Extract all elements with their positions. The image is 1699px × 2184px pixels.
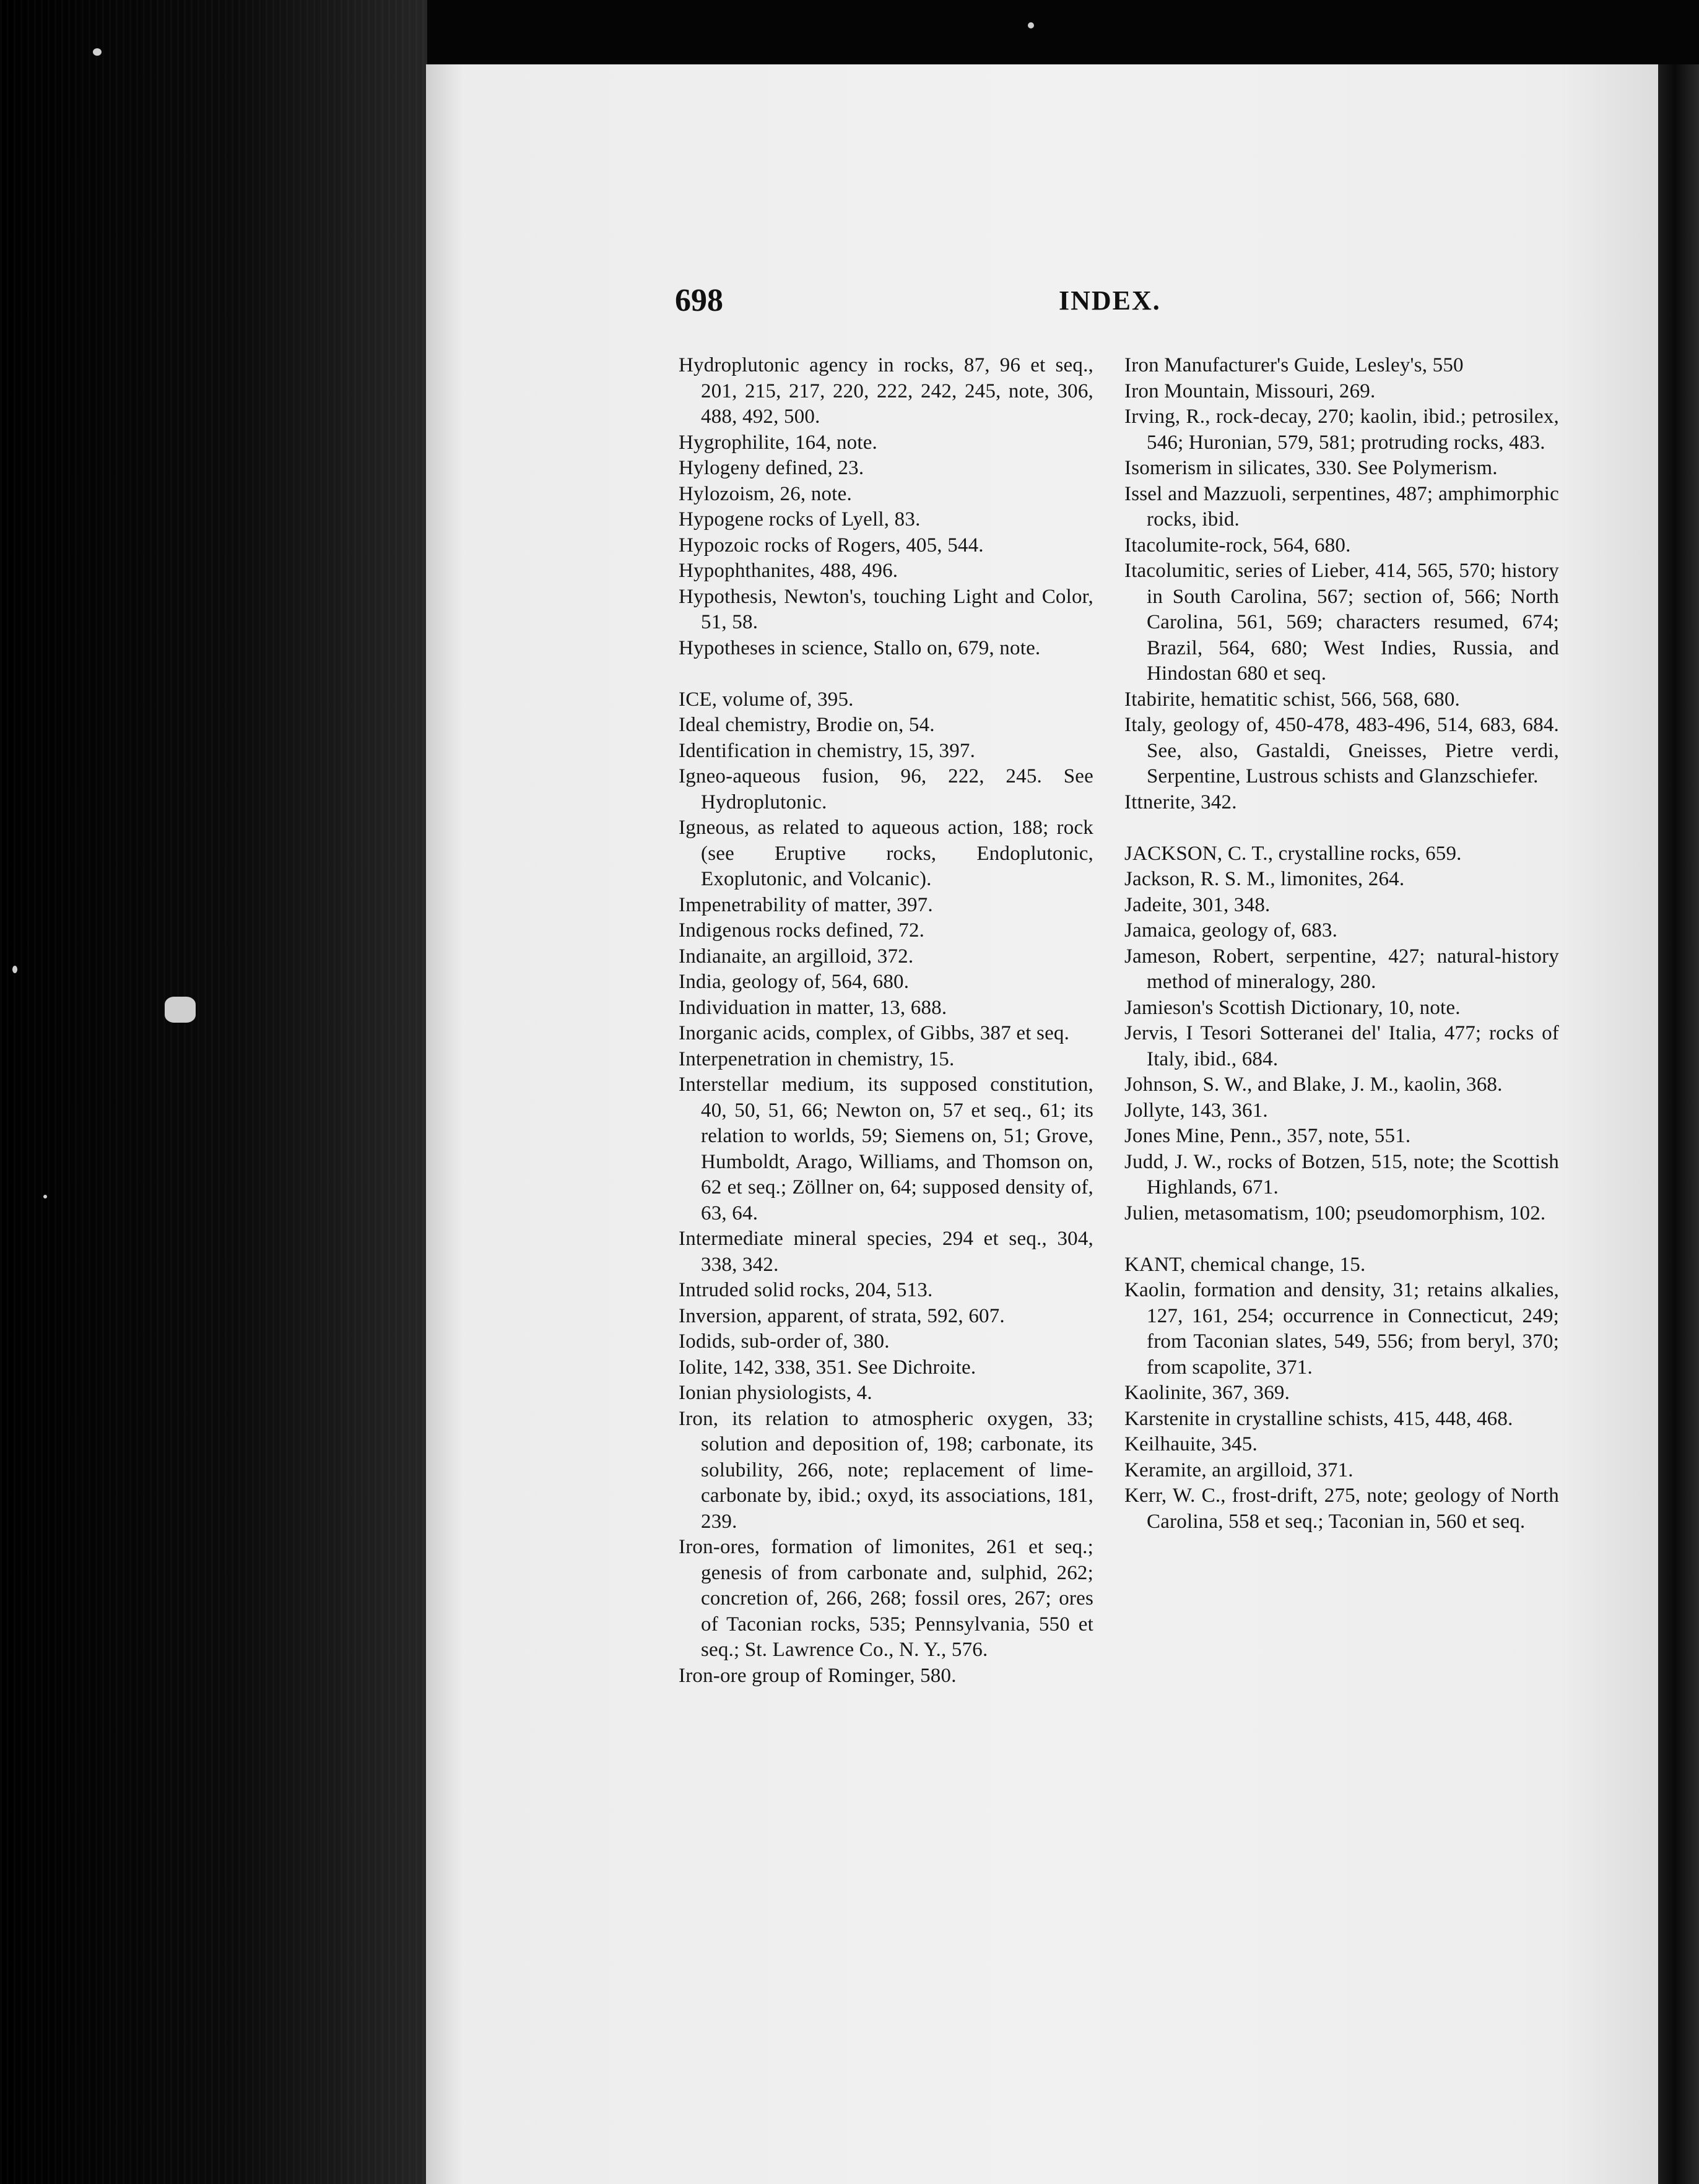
index-entry: Jameson, Robert, serpentine, 427; natural-history method of mineralogy, 280.	[1124, 945, 1559, 993]
index-entry: Itacolumite-rock, 564, 680.	[1124, 534, 1351, 557]
index-entry: Iolite, 142, 338, 351. See Dichroite.	[679, 1356, 976, 1379]
index-entry: Hypotheses in science, Stallo on, 679, note.	[679, 636, 1041, 659]
index-entry: Iron, its relation to atmospheric oxygen, 33; solution and deposition of, 198; carbonate, its solubility, 266, note; replacement of lime-carbonate by, ibid.; oxyd, its associations, 181, 239.	[679, 1407, 1093, 1533]
index-entry: Itabirite, hematitic schist, 566, 568, 680.	[1124, 688, 1460, 711]
index-entry: Hypogene rocks of Lyell, 83.	[679, 508, 921, 531]
index-entry: JACKSON, C. T., crystalline rocks, 659.	[1124, 842, 1462, 865]
index-entry: Itacolumitic, series of Lieber, 414, 565, 570; history in South Carolina, 567; section of, 566; North Carolina, 561, 569; characters resumed, 674; Brazil, 564, 680; West Indies, Russia, and Hindostan 680 et seq.	[1124, 560, 1559, 685]
index-page	[426, 64, 1658, 2184]
dust-speck	[165, 997, 196, 1023]
index-entry: Jackson, R. S. M., limonites, 264.	[1124, 868, 1405, 890]
index-entry: Indianaite, an argilloid, 372.	[679, 945, 914, 968]
index-column-right	[1124, 353, 1559, 1535]
index-entry: Interstellar medium, its supposed constitution, 40, 50, 51, 66; Newton on, 57 et seq., 61; its relation to worlds, 59; Siemens on, 51; Grove, Humboldt, Arago, Williams, and Thomson on, 62 et seq.; Zöllner on, 64; supposed density of, 63, 64.	[679, 1073, 1093, 1224]
index-entry: Iron-ores, formation of limonites, 261 et seq.; genesis of from carbonate and, sulphid, 262; concretion of, 266, 268; fossil ores, 267; ores of Taconian rocks, 535; Pennsylvania, 550 et seq.; St. Lawrence Co., N. Y., 576.	[679, 1536, 1093, 1661]
index-entry: Inversion, apparent, of strata, 592, 607.	[679, 1304, 1005, 1327]
index-entry: Inorganic acids, complex, of Gibbs, 387 et seq.	[679, 1022, 1070, 1044]
index-entry: Iron-ore group of Rominger, 580.	[679, 1664, 957, 1687]
dust-speck	[93, 48, 102, 56]
dust-speck	[12, 966, 17, 973]
index-entry: Kaolin, formation and density, 31; retains alkalies, 127, 161, 254; occurrence in Connecticut, 249; from Taconian slates, 549, 556; from beryl, 370; from scapolite, 371.	[1124, 1279, 1559, 1379]
index-entry: Hypothesis, Newton's, touching Light and Color, 51, 58.	[679, 585, 1093, 633]
index-entry: Igneous, as related to aqueous action, 188; rock (see Eruptive rocks, Endoplutonic, Exoplutonic, and Volcanic).	[679, 817, 1093, 890]
page-number: 698	[675, 283, 723, 318]
page-fore-edge	[1658, 64, 1699, 2184]
index-entry: Hypozoic rocks of Rogers, 405, 544.	[679, 534, 984, 557]
index-entry: Hypophthanites, 488, 496.	[679, 560, 898, 582]
index-entry: Kaolinite, 367, 369.	[1124, 1382, 1290, 1404]
index-entry: Ionian physiologists, 4.	[679, 1382, 872, 1404]
index-entry: Isomerism in silicates, 330. See Polymerism.	[1124, 457, 1498, 479]
index-entry: Iron Mountain, Missouri, 269.	[1124, 379, 1376, 402]
index-entry: Irving, R., rock-decay, 270; kaolin, ibid.; petrosilex, 546; Huronian, 579, 581; protruding rocks, 483.	[1124, 405, 1559, 454]
index-entry: Ittnerite, 342.	[1124, 791, 1237, 813]
index-entry: Jamaica, geology of, 683.	[1124, 919, 1338, 942]
index-entry: Jervis, I Tesori Sotteranei del' Italia, 477; rocks of Italy, ibid., 684.	[1124, 1022, 1559, 1070]
index-entry: Jadeite, 301, 348.	[1124, 893, 1271, 916]
index-entry: Hydroplutonic agency in rocks, 87, 96 et seq., 201, 215, 217, 220, 222, 242, 245, note, 306, 488, 492, 500.	[679, 354, 1093, 428]
index-entry: Igneo-aqueous fusion, 96, 222, 245. See Hydroplutonic.	[679, 765, 1093, 813]
letter-section-gap	[1124, 815, 1559, 841]
index-entry: Jollyte, 143, 361.	[1124, 1099, 1268, 1122]
index-entry: Intruded solid rocks, 204, 513.	[679, 1279, 933, 1301]
index-entry: Hylozoism, 26, note.	[679, 482, 852, 505]
index-entry: Identification in chemistry, 15, 397.	[679, 739, 976, 762]
index-entry: India, geology of, 564, 680.	[679, 971, 910, 993]
index-entry: Jamieson's Scottish Dictionary, 10, note.	[1124, 996, 1461, 1019]
running-head: INDEX.	[1059, 285, 1161, 316]
index-entry: Jones Mine, Penn., 357, note, 551.	[1124, 1125, 1411, 1147]
index-entry: Johnson, S. W., and Blake, J. M., kaolin, 368.	[1124, 1073, 1503, 1096]
book-spine-edge	[0, 0, 427, 2184]
index-entry: Indigenous rocks defined, 72.	[679, 919, 925, 942]
index-column-left	[679, 353, 1093, 1689]
letter-section-gap	[1124, 1226, 1559, 1252]
index-entry: Judd, J. W., rocks of Botzen, 515, note; the Scottish Highlands, 671.	[1124, 1150, 1559, 1198]
index-entry: Hygrophilite, 164, note.	[679, 431, 878, 454]
letter-section-gap	[679, 661, 1093, 687]
index-entry: Issel and Mazzuoli, serpentines, 487; amphimorphic rocks, ibid.	[1124, 482, 1559, 531]
index-entry: Impenetrability of matter, 397.	[679, 893, 933, 916]
index-entry: KANT, chemical change, 15.	[1124, 1253, 1366, 1276]
index-entry: Individuation in matter, 13, 688.	[679, 996, 947, 1019]
index-entry: Kerr, W. C., frost-drift, 275, note; geology of North Carolina, 558 et seq.; Taconian in, 560 et seq.	[1124, 1484, 1559, 1533]
index-entry: Keramite, an argilloid, 371.	[1124, 1458, 1354, 1481]
index-entry: Interpenetration in chemistry, 15.	[679, 1047, 955, 1070]
index-entry: Intermediate mineral species, 294 et seq., 304, 338, 342.	[679, 1228, 1093, 1276]
index-entry: Ideal chemistry, Brodie on, 54.	[679, 714, 935, 736]
index-entry: ICE, volume of, 395.	[679, 688, 854, 711]
index-entry: Hylogeny defined, 23.	[679, 457, 864, 479]
index-entry: Iron Manufacturer's Guide, Lesley's, 550	[1124, 354, 1464, 376]
index-entry: Italy, geology of, 450-478, 483-496, 514, 683, 684. See, also, Gastaldi, Gneisses, Pietre verdi, Serpentine, Lustrous schists and Glanzschiefer.	[1124, 714, 1559, 787]
index-entry: Julien, metasomatism, 100; pseudomorphism, 102.	[1124, 1202, 1546, 1224]
index-entry: Karstenite in crystalline schists, 415, 448, 468.	[1124, 1407, 1513, 1430]
index-entry: Keilhauite, 345.	[1124, 1433, 1258, 1455]
index-entry: Iodids, sub-order of, 380.	[679, 1330, 890, 1353]
dust-speck	[1028, 22, 1034, 28]
dust-speck	[43, 1195, 47, 1198]
